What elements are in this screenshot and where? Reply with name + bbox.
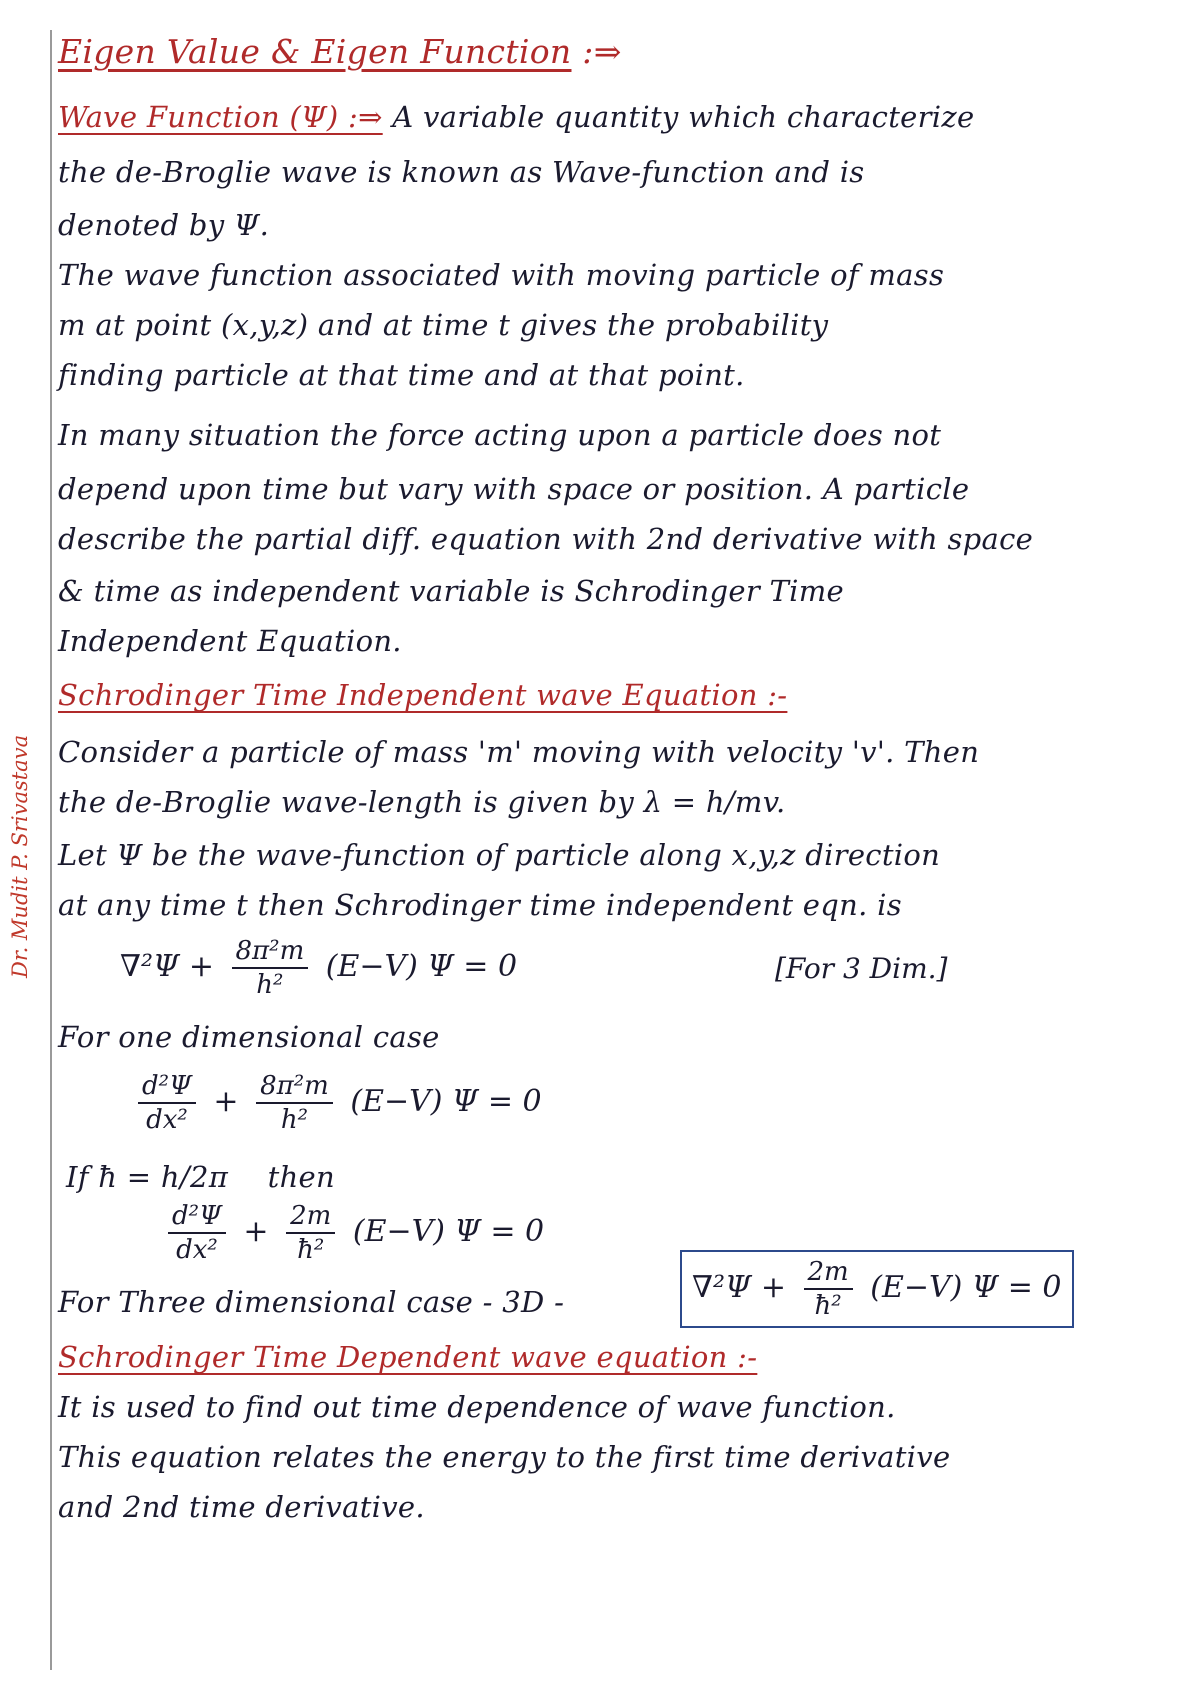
- eq2-derivative: [138, 1070, 196, 1136]
- equation-3d: [120, 935, 517, 1001]
- line-21: and 2nd time derivative.: [58, 1490, 425, 1524]
- eq1-tag: [For 3 Dim.]: [775, 952, 948, 985]
- line-16: For one dimensional case: [58, 1020, 440, 1054]
- eq3-derivative: [168, 1200, 226, 1266]
- boxed-equation-3d: [680, 1250, 1074, 1328]
- line-8: depend upon time but vary with space or position. A particle: [58, 472, 970, 506]
- eq4-fraction: [804, 1256, 853, 1322]
- eq2-right: (E−V) Ψ = 0: [350, 1084, 542, 1119]
- wave-function-label: Wave Function (Ψ) :⇒: [58, 100, 383, 134]
- eq2-numerator: 8π²m: [256, 1070, 333, 1104]
- line-4: The wave function associated with moving particle of mass: [58, 258, 945, 292]
- line-7: In many situation the force acting upon a particle does not: [58, 418, 942, 452]
- eq2-fraction: [256, 1070, 333, 1136]
- eq3-numerator: 2m: [286, 1200, 335, 1234]
- then-text: then: [267, 1160, 335, 1194]
- line-6: finding particle at that time and at that point.: [58, 358, 745, 392]
- eq2-derivative-num: d²Ψ: [138, 1070, 196, 1104]
- margin-line: [50, 30, 52, 1670]
- title-arrow: :⇒: [582, 32, 622, 71]
- equation-1d-hbar: [160, 1200, 544, 1266]
- line-10: & time as independent variable is Schrodinger Time: [58, 574, 844, 608]
- line-2: the de-Broglie wave is known as Wave-function and is: [58, 155, 865, 189]
- eq4-left: ∇²Ψ +: [692, 1270, 786, 1305]
- line-13: the de-Broglie wave-length is given by λ = h/mv.: [58, 785, 786, 819]
- eq1-numerator: 8π²m: [232, 935, 309, 969]
- line-12: Consider a particle of mass 'm' moving with velocity 'v'. Then: [58, 735, 980, 769]
- eq4-numerator: 2m: [804, 1256, 853, 1290]
- line-1: A variable quantity which characterize: [392, 100, 975, 134]
- line-14: Let Ψ be the wave-function of particle along x,y,z direction: [58, 838, 941, 872]
- line-9: describe the partial diff. equation with 2nd derivative with space: [58, 522, 1034, 556]
- eq4-right: (E−V) Ψ = 0: [870, 1270, 1062, 1305]
- section-heading-time-dependent: Schrodinger Time Dependent wave equation :-: [58, 1340, 758, 1374]
- eq3-right: (E−V) Ψ = 0: [352, 1214, 545, 1249]
- eq3-denominator: ħ²: [297, 1235, 325, 1265]
- eq3-derivative-den: dx²: [176, 1235, 218, 1265]
- eq2-plus: +: [213, 1084, 239, 1119]
- wave-function-line: [58, 100, 974, 134]
- line-11: Independent Equation.: [58, 624, 402, 658]
- eq1-fraction: [232, 935, 309, 1001]
- eq3-derivative-num: d²Ψ: [168, 1200, 226, 1234]
- hbar-definition: If ħ = h/2π: [66, 1160, 229, 1194]
- eq1-denominator: h²: [256, 970, 284, 1000]
- title-text: Eigen Value & Eigen Function: [58, 32, 572, 71]
- eq3-fraction: [286, 1200, 335, 1266]
- eq3-plus: +: [243, 1214, 269, 1249]
- line-20: This equation relates the energy to the first time derivative: [58, 1440, 951, 1474]
- line-5: m at point (x,y,z) and at time t gives the probability: [58, 308, 829, 342]
- eq2-denominator: h²: [280, 1105, 309, 1135]
- section-heading-time-independent: Schrodinger Time Independent wave Equation :-: [58, 678, 788, 712]
- eq2-derivative-den: dx²: [146, 1105, 188, 1135]
- equation-1d: [130, 1070, 542, 1136]
- line-18: For Three dimensional case - 3D -: [58, 1285, 565, 1319]
- eq1-right: (E−V) Ψ = 0: [325, 949, 518, 984]
- line-15: at any time t then Schrodinger time independent eqn. is: [58, 888, 902, 922]
- line-17: [66, 1160, 335, 1194]
- line-3: denoted by Ψ.: [58, 208, 270, 242]
- line-19: It is used to find out time dependence of wave function.: [58, 1390, 896, 1424]
- eq1-left: ∇²Ψ +: [120, 949, 214, 984]
- page-title: [58, 32, 622, 71]
- eq4-denominator: ħ²: [814, 1291, 842, 1321]
- author-margin-note: Dr. Mudit P. Srivastava: [8, 734, 32, 978]
